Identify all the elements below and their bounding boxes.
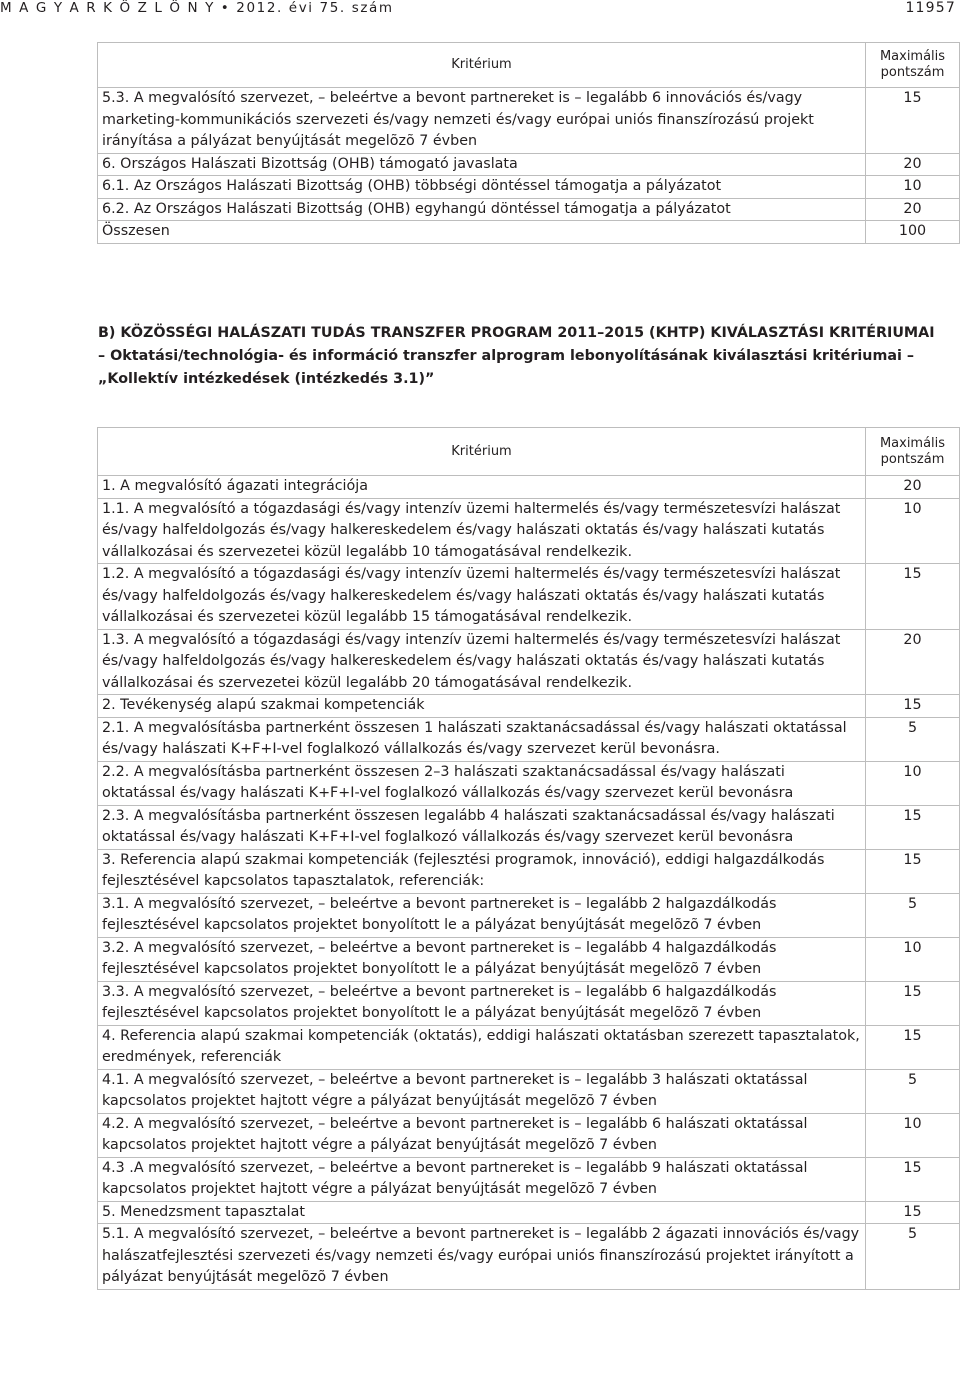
criterion-points: 15: [866, 564, 960, 630]
criterion-points: 15: [866, 849, 960, 893]
criterion-text: 3.2. A megvalósító szervezet, – beleértve a bevont partnereket is – legalább 4 halgazdálkodás fejlesztésével kapcsolatos projektet bonyolított le a pályázat benyújtását megelõzõ 7 évben: [98, 937, 866, 981]
table-row: [98, 981, 960, 1025]
criterion-points: 20: [866, 629, 960, 695]
criteria-table-b: [97, 427, 960, 1290]
table-header-row: [98, 43, 960, 88]
points-column-header: Maximális pontszám: [866, 43, 960, 88]
criterion-points: 15: [866, 1157, 960, 1201]
criterion-points: 10: [866, 176, 960, 199]
table-header-row: [98, 428, 960, 476]
criterion-points: 15: [866, 805, 960, 849]
criterion-text: 2.2. A megvalósításba partnerként összesen 2–3 halászati szaktanácsadással és/vagy halászati oktatással és/vagy halászati K+F+I-vel foglalkozó vállalkozás és/vagy szervezet kerül bevonásra: [98, 761, 866, 805]
criterion-text: 1. A megvalósító ágazati integrációja: [98, 476, 866, 499]
table-row: [98, 717, 960, 761]
table-row: [98, 1224, 960, 1290]
criterion-text: 4.3 .A megvalósító szervezet, – beleértve a bevont partnereket is – legalább 9 halászati oktatással kapcsolatos projektet hajtott végre a pályázat benyújtását megelõzõ 7 évben: [98, 1157, 866, 1201]
points-column-header: Maximális pontszám: [866, 428, 960, 476]
table-row: [98, 88, 960, 154]
criterion-points: 15: [866, 88, 960, 154]
criterion-points: 5: [866, 893, 960, 937]
criterion-column-header: Kritérium: [98, 428, 866, 476]
table-row: [98, 849, 960, 893]
criterion-text: 3. Referencia alapú szakmai kompetenciák (fejlesztési programok, innováció), eddigi halgazdálkodás fejlesztésével kapcsolatos tapasztalatok, referenciák:: [98, 849, 866, 893]
criterion-points: 5: [866, 1069, 960, 1113]
table-row: [98, 176, 960, 199]
criterion-text: 6.1. Az Országos Halászati Bizottság (OHB) többségi döntéssel támogatja a pályázatot: [98, 176, 866, 199]
criterion-text: 5.1. A megvalósító szervezet, – beleértve a bevont partnereket is – legalább 2 ágazati innovációs és/vagy halászatfejlesztési szervezeti és/vagy nemzeti és/vagy európai uniós finanszírozású projektet irányított a pályázat benyújtását megelõzõ 7 évben: [98, 1224, 866, 1290]
section-measure: „Kollektív intézkedések (intézkedés 3.1)”: [98, 371, 435, 387]
criterion-text: 4.2. A megvalósító szervezet, – beleértve a bevont partnereket is – legalább 6 halászati oktatással kapcsolatos projektet hajtott végre a pályázat benyújtását megelõzõ 7 évben: [98, 1113, 866, 1157]
table-row: [98, 498, 960, 564]
criterion-text: 2.1. A megvalósításba partnerként összesen 1 halászati szaktanácsadással és/vagy halászati oktatással és/vagy halászati K+F+I-vel foglalkozó vállalkozás és/vagy szervezet kerül bevonásra.: [98, 717, 866, 761]
criterion-points: 10: [866, 498, 960, 564]
criterion-text: 1.1. A megvalósító a tógazdasági és/vagy intenzív üzemi haltermelés és/vagy természetesvízi halászat és/vagy halfeldolgozás és/vagy halkereskedelem és/vagy halászati oktatás és/vagy halászati kutatás vállalkozásai és szervezetei közül legalább 10 támogatásával rendelkezik.: [98, 498, 866, 564]
criterion-text: 3.3. A megvalósító szervezet, – beleértve a bevont partnereket is – legalább 6 halgazdálkodás fejlesztésével kapcsolatos projektet bonyolított le a pályázat benyújtását megelõzõ 7 évben: [98, 981, 866, 1025]
criterion-text: 4. Referencia alapú szakmai kompetenciák (oktatás), eddigi halászati oktatásban szerezett tapasztalatok, eredmények, referenciák: [98, 1025, 866, 1069]
criterion-column-header: Kritérium: [98, 43, 866, 88]
criterion-text: 5.3. A megvalósító szervezet, – beleértve a bevont partnereket is – legalább 6 innovációs és/vagy marketing-kommunikációs szervezeti és/vagy nemzeti és/vagy európai uniós finanszírozású projekt irányítása a pályázat benyújtását megelõzõ 7 évben: [98, 88, 866, 154]
criterion-points: 15: [866, 981, 960, 1025]
criterion-points: 5: [866, 1224, 960, 1290]
table-row: [98, 1069, 960, 1113]
criterion-points: 20: [866, 476, 960, 499]
criterion-points: 15: [866, 1201, 960, 1224]
table-row: [98, 1157, 960, 1201]
table-row: [98, 761, 960, 805]
table-row: [98, 1025, 960, 1069]
section-heading-b: [98, 322, 960, 391]
table-row: [98, 893, 960, 937]
criteria-table-a: [97, 42, 960, 244]
criterion-text: 3.1. A megvalósító szervezet, – beleértve a bevont partnereket is – legalább 2 halgazdálkodás fejlesztésével kapcsolatos projektet bonyolított le a pályázat benyújtását megelõzõ 7 évben: [98, 893, 866, 937]
journal-title: M A G Y A R K Ö Z L Ö N Y • 2012. évi 75. szám: [0, 0, 394, 16]
criterion-points: 20: [866, 153, 960, 176]
table-row: [98, 1113, 960, 1157]
criterion-text: 6.2. Az Országos Halászati Bizottság (OHB) egyhangú döntéssel támogatja a pályázatot: [98, 198, 866, 221]
table-row: [98, 937, 960, 981]
criterion-text: 4.1. A megvalósító szervezet, – beleértve a bevont partnereket is – legalább 3 halászati oktatással kapcsolatos projektet hajtott végre a pályázat benyújtását megelõzõ 7 évben: [98, 1069, 866, 1113]
total-label: Összesen: [98, 221, 866, 244]
criterion-text: 5. Menedzsment tapasztalat: [98, 1201, 866, 1224]
criterion-points: 10: [866, 761, 960, 805]
table-row: [98, 1201, 960, 1224]
table-row: [98, 695, 960, 718]
table-row: [98, 198, 960, 221]
criterion-points: 20: [866, 198, 960, 221]
table-row: [98, 629, 960, 695]
criterion-text: 2. Tevékenység alapú szakmai kompetenciák: [98, 695, 866, 718]
page-header: [0, 0, 960, 20]
table-row: [98, 153, 960, 176]
criterion-points: 10: [866, 937, 960, 981]
criterion-points: 15: [866, 695, 960, 718]
table-row: [98, 564, 960, 630]
criterion-text: 1.2. A megvalósító a tógazdasági és/vagy intenzív üzemi haltermelés és/vagy természetesvízi halászat és/vagy halfeldolgozás és/vagy halkereskedelem és/vagy halászati oktatás és/vagy halászati kutatás vállalkozásai és szervezetei közül legalább 15 támogatásával rendelkezik.: [98, 564, 866, 630]
page-number: 11957: [905, 0, 956, 16]
criterion-points: 5: [866, 717, 960, 761]
criterion-text: 6. Országos Halászati Bizottság (OHB) támogató javaslata: [98, 153, 866, 176]
section-subtitle: – Oktatási/technológia- és információ transzfer alprogram lebonyolításának kiválasztási kritériumai –: [98, 348, 915, 364]
table-row: [98, 476, 960, 499]
total-points: 100: [866, 221, 960, 244]
table-row: [98, 221, 960, 244]
criterion-points: 15: [866, 1025, 960, 1069]
criterion-text: 1.3. A megvalósító a tógazdasági és/vagy intenzív üzemi haltermelés és/vagy természetesvízi halászat és/vagy halfeldolgozás és/vagy halkereskedelem és/vagy halászati oktatás és/vagy halászati kutatás vállalkozásai és szervezetei közül legalább 20 támogatásával rendelkezik.: [98, 629, 866, 695]
section-title: B) KÖZÖSSÉGI HALÁSZATI TUDÁS TRANSZFER PROGRAM 2011–2015 (KHTP) KIVÁLASZTÁSI KRITÉRIUMAI: [98, 325, 935, 341]
criterion-points: 10: [866, 1113, 960, 1157]
table-row: [98, 805, 960, 849]
criterion-text: 2.3. A megvalósításba partnerként összesen legalább 4 halászati szaktanácsadással és/vagy halászati oktatással és/vagy halászati K+F+I-vel foglalkozó vállalkozás és/vagy szervezet kerül bevonásra: [98, 805, 866, 849]
